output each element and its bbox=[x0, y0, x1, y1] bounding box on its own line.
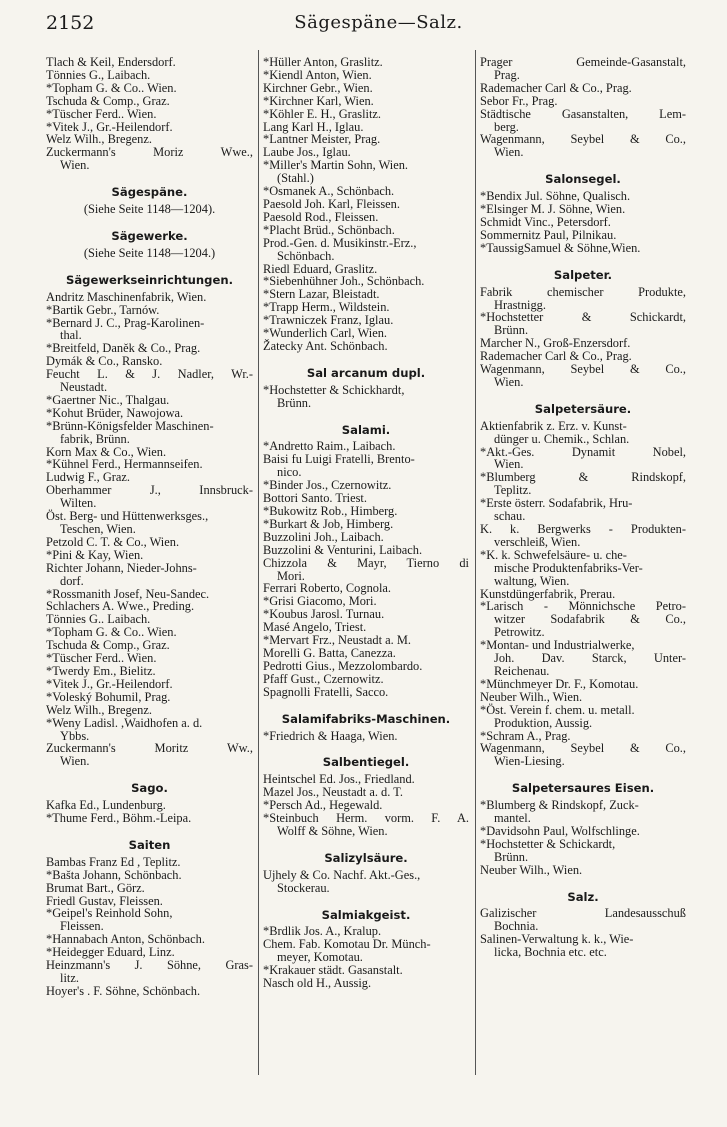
column-2 bbox=[263, 56, 469, 990]
entry-continuation: Wien. bbox=[60, 158, 90, 173]
directory-entry: Feucht L. & J. Nadler, Wr.- bbox=[46, 367, 253, 382]
entry-continuation: Wien. bbox=[494, 145, 524, 160]
page-header bbox=[46, 12, 711, 40]
directory-entry: Rademacher Carl & Co., Prag. bbox=[480, 80, 632, 95]
directory-entry: Buzzolini & Venturini, Laibach. bbox=[263, 542, 423, 557]
section-heading: Sago. bbox=[131, 781, 168, 796]
directory-entry: *Tüscher Ferd.. Wien. bbox=[46, 106, 157, 121]
directory-entry: *Larisch - Mönnichsche Petro- bbox=[480, 599, 686, 614]
section-heading: Salz. bbox=[567, 889, 599, 904]
section-heading: Salami. bbox=[341, 422, 391, 437]
directory-entry: K. k. Bergwerks - Produkten- bbox=[480, 522, 686, 536]
entry-continuation: Brünn. bbox=[494, 849, 529, 864]
directory-entry: Korn Max & Co., Wien. bbox=[46, 444, 167, 459]
directory-entry: Aktienfabrik z. Erz. v. Kunst- bbox=[480, 418, 627, 433]
directory-entry: *Krakauer städt. Gasanstalt. bbox=[263, 963, 403, 978]
directory-entry: Öst. Berg- und Hüttenwerksges., bbox=[46, 509, 209, 524]
directory-entry: Wagenmann, Seybel & Co., bbox=[480, 132, 686, 147]
directory-entry: Wagenmann, Seybel & Co., bbox=[480, 362, 686, 377]
section-heading: Salizylsäure. bbox=[324, 850, 408, 865]
entry-continuation: verschleiß, Wien. bbox=[494, 534, 581, 549]
directory-entry: *Trawniczek Franz, Iglau. bbox=[263, 313, 394, 328]
directory-entry: *Weny Ladisl. ,Waidhofen a. d. bbox=[46, 715, 203, 730]
directory-entry: *Hannabach Anton, Schönbach. bbox=[46, 932, 205, 947]
directory-entry: Friedl Gustav, Fleissen. bbox=[46, 893, 163, 908]
directory-entry: Chizzola & Mayr, Tierno di bbox=[263, 555, 469, 570]
directory-entry: *Vitek J., Gr.-Heilendorf. bbox=[46, 676, 173, 691]
directory-entry: Bottori Santo. Triest. bbox=[263, 491, 367, 506]
directory-entry: Morelli G. Batta, Canezza. bbox=[263, 645, 396, 660]
entry-continuation: mantel. bbox=[494, 811, 531, 826]
entry-continuation: Prag. bbox=[494, 67, 520, 82]
directory-entry: Spagnolli Fratelli, Sacco. bbox=[263, 684, 389, 699]
entry-continuation: Stockerau. bbox=[277, 880, 330, 895]
directory-entry: Paesold Rod., Fleissen. bbox=[263, 209, 379, 224]
directory-entry: Zuckermann's Moriz Wwe., bbox=[46, 145, 253, 160]
entry-continuation: Wien. bbox=[494, 374, 524, 389]
directory-entry: *Voleský Bohumil, Prag. bbox=[46, 689, 171, 704]
directory-entry: Bambas Franz Ed , Teplitz. bbox=[46, 854, 181, 869]
directory-entry: *Montan- und Industrialwerke, bbox=[480, 638, 635, 653]
section-heading: Sal arcanum dupl. bbox=[306, 365, 426, 380]
directory-entry: Tönnies G., Laibach. bbox=[46, 67, 151, 82]
directory-entry: *Friedrich & Haaga, Wien. bbox=[263, 728, 398, 743]
entry-continuation: dorf. bbox=[60, 573, 84, 588]
directory-entry: Tschuda & Comp., Graz. bbox=[46, 638, 170, 653]
directory-entry: *Wunderlich Carl, Wien. bbox=[263, 326, 388, 341]
directory-entry: Galizischer Landesausschuß bbox=[480, 906, 686, 921]
directory-entry: Neuber Wilh., Wien. bbox=[480, 862, 583, 877]
directory-entry: Andritz Maschinenfabrik, Wien. bbox=[46, 289, 207, 304]
directory-entry: Kafka Ed., Lundenburg. bbox=[46, 798, 166, 813]
entry-continuation: schau. bbox=[494, 509, 526, 524]
directory-entry: *Schram A., Prag. bbox=[480, 728, 571, 743]
entry-continuation: dünger u. Chemik., Schlan. bbox=[494, 431, 630, 446]
directory-entry: Oberhammer J., Innsbruck- bbox=[46, 483, 253, 498]
section-heading: Saiten bbox=[128, 837, 171, 852]
column-divider bbox=[475, 50, 476, 1075]
directory-entry: Petzold C. T. & Co., Wien. bbox=[46, 534, 180, 549]
directory-entry: *Twerdy Em., Bielitz. bbox=[46, 663, 156, 678]
directory-entry: Kunstdüngerfabrik, Prerau. bbox=[480, 586, 616, 601]
directory-entry: *Binder Jos., Czernowitz. bbox=[263, 478, 392, 493]
directory-entry: *Kirchner Karl, Wien. bbox=[263, 93, 374, 108]
section-heading: Sägespäne. bbox=[111, 185, 188, 200]
column-3 bbox=[480, 56, 686, 959]
directory-entry: *Siebenhühner Joh., Schönbach. bbox=[263, 274, 425, 289]
entry-continuation: berg. bbox=[494, 119, 519, 134]
directory-entry: *Öst. Verein f. chem. u. metall. bbox=[480, 702, 635, 717]
directory-entry: Tschuda & Comp., Graz. bbox=[46, 93, 170, 108]
directory-entry: Fabrik chemischer Produkte, bbox=[480, 284, 686, 299]
directory-entry: Salinen-Verwaltung k. k., Wie- bbox=[480, 932, 634, 947]
directory-entry: *Heidegger Eduard, Linz. bbox=[46, 945, 175, 960]
directory-entry: Kirchner Gebr., Wien. bbox=[263, 80, 373, 95]
directory-entry: *Vitek J., Gr.-Heilendorf. bbox=[46, 119, 173, 134]
cross-reference-note: (Siehe Seite 1148—1204). bbox=[83, 202, 216, 217]
section-heading: Salbentiegel. bbox=[322, 755, 410, 770]
directory-entry: *Blumberg & Rindskopf, Zuck- bbox=[480, 798, 639, 813]
directory-entry: *Hochstetter & Schickardt, bbox=[480, 310, 686, 325]
directory-entry: Tönnies G.. Laibach. bbox=[46, 612, 151, 627]
directory-entry: *Osmanek A., Schönbach. bbox=[263, 184, 395, 199]
directory-entry: Zuckermann's Moritz Ww., bbox=[46, 741, 253, 756]
directory-entry: Richter Johann, Nieder-Johns- bbox=[46, 560, 197, 575]
directory-entry: Pfaff Gust., Czernowitz. bbox=[263, 671, 384, 686]
entry-continuation: Wien. bbox=[60, 754, 90, 769]
directory-entry: Baisi fu Luigi Fratelli, Brento- bbox=[263, 452, 415, 467]
entry-continuation: Mori. bbox=[277, 568, 305, 583]
entry-continuation: Bochnia. bbox=[494, 919, 539, 934]
entry-continuation: fabrik, Brünn. bbox=[60, 431, 130, 446]
directory-entry: Masé Angelo, Triest. bbox=[263, 620, 367, 635]
directory-entry: Städtische Gasanstalten, Lem- bbox=[480, 106, 686, 121]
directory-entry: Ujhely & Co. Nachf. Akt.-Ges., bbox=[263, 867, 421, 882]
directory-entry: Nasch old H., Aussig. bbox=[263, 976, 372, 991]
directory-entry: *K. k. Schwefelsäure- u. che- bbox=[480, 547, 627, 562]
directory-entry: *Köhler E. H., Graslitz. bbox=[263, 106, 382, 121]
entry-continuation: mische Produktenfabriks-Ver- bbox=[494, 560, 643, 575]
entry-continuation: licka, Bochnia etc. etc. bbox=[494, 945, 607, 960]
directory-entry: *Trapp Herm., Wildstein. bbox=[263, 300, 390, 315]
entry-continuation: Brünn. bbox=[277, 395, 312, 410]
directory-entry: Buzzolini Joh., Laibach. bbox=[263, 529, 384, 544]
directory-entry: Heintschel Ed. Jos., Friedland. bbox=[263, 772, 415, 787]
directory-entry: *Grisi Giacomo, Mori. bbox=[263, 594, 377, 609]
directory-entry: *Gaertner Nic., Thalgau. bbox=[46, 392, 170, 407]
directory-entry: *Hochstetter & Schickardt, bbox=[480, 836, 616, 851]
directory-entry: *Kühnel Ferd., Hermannseifen. bbox=[46, 457, 203, 472]
directory-entry: *Hochstetter & Schickhardt, bbox=[263, 382, 405, 397]
directory-entry: Hoyer's . F. Söhne, Schönbach. bbox=[46, 983, 201, 998]
directory-entry: *Kohut Brüder, Nawojowa. bbox=[46, 405, 184, 420]
directory-entry: Riedl Eduard, Graslitz. bbox=[263, 261, 378, 276]
directory-entry: Dymák & Co., Ransko. bbox=[46, 354, 163, 369]
directory-entry: Welz Wilh., Bregenz. bbox=[46, 702, 152, 717]
directory-entry: *TaussigSamuel & Söhne,Wien. bbox=[480, 240, 641, 255]
entry-continuation: litz. bbox=[60, 971, 79, 985]
directory-entry: *Tüscher Ferd.. Wien. bbox=[46, 651, 157, 666]
directory-entry: *Mervart Frz., Neustadt a. M. bbox=[263, 633, 411, 648]
entry-continuation: Wilten. bbox=[60, 496, 97, 511]
page-number: 2152 bbox=[46, 12, 95, 34]
cross-reference-note: (Siehe Seite 1148—1204.) bbox=[83, 245, 216, 260]
entry-continuation: Wien-Liesing. bbox=[494, 754, 565, 769]
directory-entry: *Kiendl Anton, Wien. bbox=[263, 67, 372, 82]
directory-entry: Lang Karl H., Iglau. bbox=[263, 119, 364, 134]
entry-continuation: Reichenau. bbox=[494, 663, 550, 678]
directory-entry: Sebor Fr., Prag. bbox=[480, 93, 558, 108]
directory-entry: *Andretto Raim., Laibach. bbox=[263, 439, 396, 454]
directory-entry: *Pini & Kay, Wien. bbox=[46, 547, 144, 562]
entry-continuation: thal. bbox=[60, 328, 82, 343]
directory-entry: Prod.-Gen. d. Musikinstr.-Erz., bbox=[263, 235, 417, 250]
directory-entry: *Placht Brüd., Schönbach. bbox=[263, 222, 395, 237]
directory-entry: *Erste österr. Sodafabrik, Hru- bbox=[480, 496, 633, 511]
entry-continuation: Teschen, Wien. bbox=[60, 522, 136, 536]
directory-entry: *Topham G. & Co.. Wien. bbox=[46, 625, 177, 640]
entry-continuation: meyer, Komotau. bbox=[277, 950, 363, 965]
directory-entry: Schlachers A. Wwe., Preding. bbox=[46, 599, 195, 614]
entry-continuation: Joh. Dav. Starck, Unter- bbox=[494, 651, 686, 666]
directory-entry: Pedrotti Gius., Mezzolombardo. bbox=[263, 658, 423, 673]
directory-entry: *Stern Lazar, Bleistadt. bbox=[263, 287, 380, 302]
directory-entry: *Bašta Johann, Schönbach. bbox=[46, 867, 182, 882]
section-heading: Salpetersaures Eisen. bbox=[511, 781, 655, 796]
directory-entry: Mazel Jos., Neustadt a. d. T. bbox=[263, 785, 403, 800]
entry-continuation: nico. bbox=[277, 465, 302, 480]
entry-continuation: Schönbach. bbox=[277, 248, 335, 263]
directory-entry: *Bukowitz Rob., Himberg. bbox=[263, 504, 398, 518]
section-heading: Sägewerke. bbox=[111, 228, 188, 243]
directory-entry: *Brünn-Königsfelder Maschinen- bbox=[46, 418, 214, 433]
entry-continuation: Ybbs. bbox=[60, 728, 90, 743]
directory-entry: Welz Wilh., Bregenz. bbox=[46, 132, 152, 147]
section-heading: Sägewerkseinrichtungen. bbox=[65, 272, 234, 287]
directory-entry: Heinzmann's J. Söhne, Gras- bbox=[46, 958, 253, 973]
directory-entry: *Bartik Gebr., Tarnów. bbox=[46, 302, 160, 317]
column-divider bbox=[258, 50, 259, 1075]
entry-continuation: Produktion, Aussig. bbox=[494, 715, 593, 730]
directory-entry: Sommernitz Paul, Pilnikau. bbox=[480, 227, 617, 242]
directory-entry: Brumat Bart., Görz. bbox=[46, 880, 145, 895]
directory-entry: *Steinbuch Herm. vorm. F. A. bbox=[263, 811, 469, 826]
directory-entry: *Persch Ad., Hegewald. bbox=[263, 798, 383, 813]
directory-entry: Schmidt Vinc., Petersdorf. bbox=[480, 214, 611, 229]
directory-entry: *Akt.-Ges. Dynamit Nobel, bbox=[480, 444, 686, 459]
running-title: Sägespäne—Salz. bbox=[294, 12, 463, 33]
entry-continuation: Hrastnigg. bbox=[494, 297, 546, 312]
entry-continuation: waltung, Wien. bbox=[494, 573, 570, 588]
entry-continuation: Wolff & Söhne, Wien. bbox=[277, 823, 388, 838]
directory-entry: Rademacher Carl & Co., Prag. bbox=[480, 349, 632, 364]
section-heading: Salpetersäure. bbox=[534, 401, 632, 416]
directory-entry: Chem. Fab. Komotau Dr. Münch- bbox=[263, 937, 431, 952]
section-heading: Salonsegel. bbox=[545, 172, 621, 187]
directory-entry: Tlach & Keil, Endersdorf. bbox=[46, 55, 176, 69]
entry-continuation: Wien. bbox=[494, 457, 524, 472]
directory-entry: *Koubus Jarosl. Turnau. bbox=[263, 607, 385, 622]
entry-continuation: Brünn. bbox=[494, 323, 529, 338]
directory-entry: Laube Jos., Iglau. bbox=[263, 145, 351, 160]
directory-entry: *Burkart & Job, Himberg. bbox=[263, 516, 394, 531]
directory-entry: *Davidsohn Paul, Wolfschlinge. bbox=[480, 823, 640, 838]
directory-entry: *Rossmanith Josef, Neu-Sandec. bbox=[46, 586, 210, 601]
column-1 bbox=[46, 56, 253, 998]
directory-entry: *Münchmeyer Dr. F., Komotau. bbox=[480, 676, 639, 691]
entry-continuation: Neustadt. bbox=[60, 380, 108, 395]
directory-entry: Prager Gemeinde-Gasanstalt, bbox=[480, 55, 686, 69]
directory-entry: *Miller's Martin Sohn, Wien. bbox=[263, 158, 409, 173]
directory-entry: Ludwig F., Graz. bbox=[46, 470, 131, 485]
directory-entry: Marcher N., Groß-Enzersdorf. bbox=[480, 336, 631, 351]
directory-entry: *Thume Ferd., Böhm.-Leipa. bbox=[46, 811, 192, 826]
directory-entry: *Blumberg & Rindskopf, bbox=[480, 470, 686, 485]
section-heading: Salamifabriks-Maschinen. bbox=[281, 711, 451, 726]
section-heading: Salpeter. bbox=[553, 267, 613, 282]
directory-entry: Wagenmann, Seybel & Co., bbox=[480, 741, 686, 756]
entry-continuation: Petrowitz. bbox=[494, 625, 545, 640]
entry-continuation: Fleissen. bbox=[60, 919, 104, 934]
entry-continuation: Teplitz. bbox=[494, 483, 532, 498]
directory-entry: *Bendix Jul. Söhne, Qualisch. bbox=[480, 189, 631, 204]
entry-continuation: (Stahl.) bbox=[277, 171, 314, 186]
directory-entry: *Geipel's Reinhold Sohn, bbox=[46, 906, 173, 921]
directory-entry: Žatecky Ant. Schönbach. bbox=[263, 338, 388, 353]
directory-entry: Neuber Wilh., Wien. bbox=[480, 689, 583, 704]
directory-entry: Paesold Joh. Karl, Fleissen. bbox=[263, 196, 400, 211]
directory-entry: *Elsinger M. J. Söhne, Wien. bbox=[480, 202, 626, 217]
entry-continuation: witzer Sodafabrik & Co., bbox=[494, 612, 686, 627]
directory-entry: *Breitfeld, Daněk & Co., Prag. bbox=[46, 341, 201, 356]
directory-entry: *Brdlik Jos. A., Kralup. bbox=[263, 924, 382, 939]
section-heading: Salmiakgeist. bbox=[321, 907, 411, 922]
directory-entry: *Hüller Anton, Graslitz. bbox=[263, 55, 383, 69]
directory-entry: *Topham G. & Co.. Wien. bbox=[46, 80, 177, 95]
directory-entry: Ferrari Roberto, Cognola. bbox=[263, 581, 392, 596]
directory-entry: *Lantner Meister, Prag. bbox=[263, 132, 381, 147]
directory-entry: *Bernard J. C., Prag-Karolinen- bbox=[46, 315, 205, 330]
